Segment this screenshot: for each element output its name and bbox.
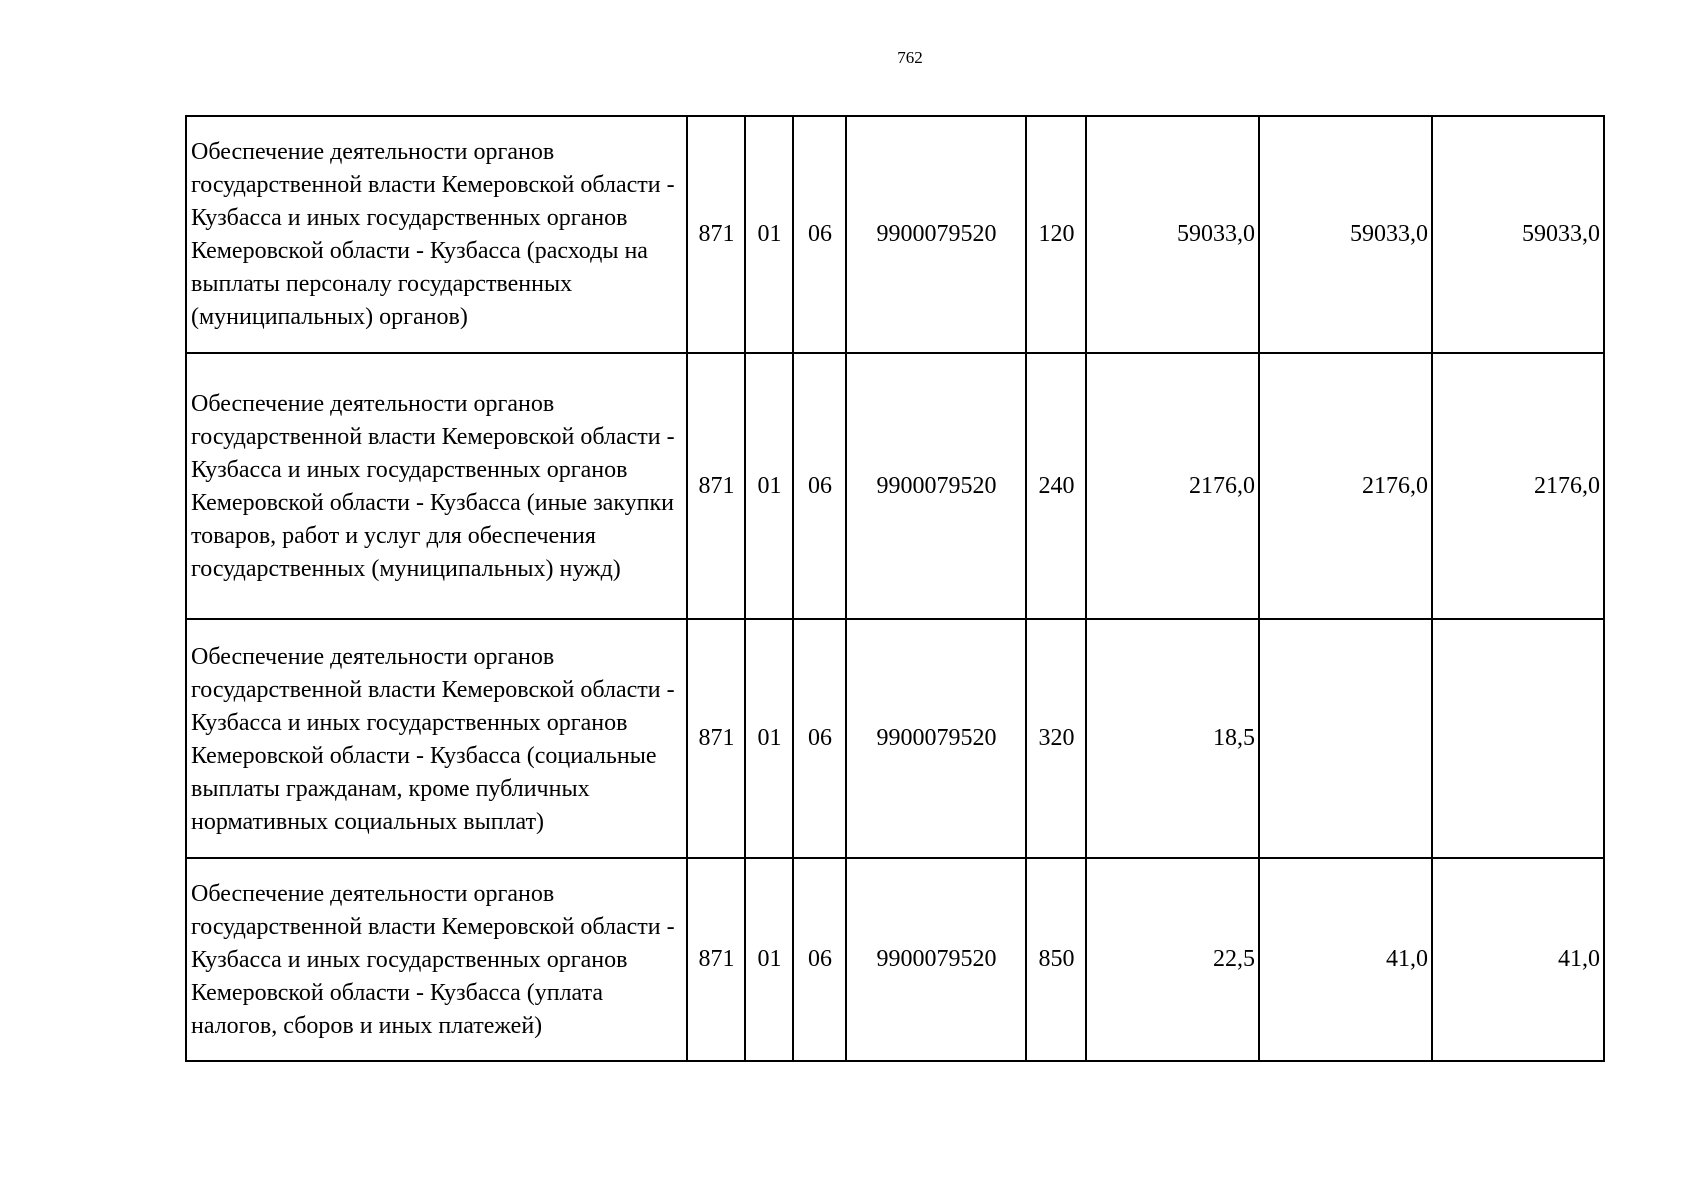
subsection-code: 06	[793, 353, 846, 619]
table-row	[186, 353, 1604, 619]
ministry-code: 871	[687, 858, 745, 1061]
expense-type-code: 850	[1026, 858, 1086, 1061]
amount-year-3	[1432, 619, 1604, 858]
section-code: 01	[745, 116, 793, 353]
table-row	[186, 858, 1604, 1061]
row-description: Обеспечение деятельности органов государственной власти Кемеровской области - Кузбасса и иных государственных органов Кемеровской области - Кузбасса (расходы на выплаты персоналу государственных (муниципальных) органов)	[186, 116, 687, 353]
ministry-code: 871	[687, 353, 745, 619]
page-number: 762	[897, 48, 923, 67]
amount-year-2: 41,0	[1259, 858, 1432, 1061]
row-description: Обеспечение деятельности органов государственной власти Кемеровской области - Кузбасса и иных государственных органов Кемеровской области - Кузбасса (иные закупки товаров, работ и услуг для обеспечения государственных (муниципальных) нужд)	[186, 353, 687, 619]
target-article-code: 9900079520	[846, 619, 1026, 858]
subsection-code: 06	[793, 858, 846, 1061]
section-code: 01	[745, 858, 793, 1061]
target-article-code: 9900079520	[846, 353, 1026, 619]
amount-year-3: 41,0	[1432, 858, 1604, 1061]
amount-year-1: 59033,0	[1086, 116, 1259, 353]
amount-year-1: 2176,0	[1086, 353, 1259, 619]
ministry-code: 871	[687, 619, 745, 858]
row-description: Обеспечение деятельности органов государственной власти Кемеровской области - Кузбасса и иных государственных органов Кемеровской области - Кузбасса (социальные выплаты гражданам, кроме публичных нормативных социальных выплат)	[186, 619, 687, 858]
subsection-code: 06	[793, 619, 846, 858]
table-row	[186, 619, 1604, 858]
ministry-code: 871	[687, 116, 745, 353]
expense-type-code: 120	[1026, 116, 1086, 353]
amount-year-3: 2176,0	[1432, 353, 1604, 619]
amount-year-2: 2176,0	[1259, 353, 1432, 619]
subsection-code: 06	[793, 116, 846, 353]
budget-table	[185, 115, 1605, 1062]
table-row	[186, 116, 1604, 353]
section-code: 01	[745, 353, 793, 619]
amount-year-1: 18,5	[1086, 619, 1259, 858]
expense-type-code: 240	[1026, 353, 1086, 619]
row-description: Обеспечение деятельности органов государственной власти Кемеровской области - Кузбасса и иных государственных органов Кемеровской области - Кузбасса (уплата налогов, сборов и иных платежей)	[186, 858, 687, 1061]
target-article-code: 9900079520	[846, 858, 1026, 1061]
amount-year-1: 22,5	[1086, 858, 1259, 1061]
section-code: 01	[745, 619, 793, 858]
expense-type-code: 320	[1026, 619, 1086, 858]
amount-year-2: 59033,0	[1259, 116, 1432, 353]
target-article-code: 9900079520	[846, 116, 1026, 353]
amount-year-2	[1259, 619, 1432, 858]
amount-year-3: 59033,0	[1432, 116, 1604, 353]
